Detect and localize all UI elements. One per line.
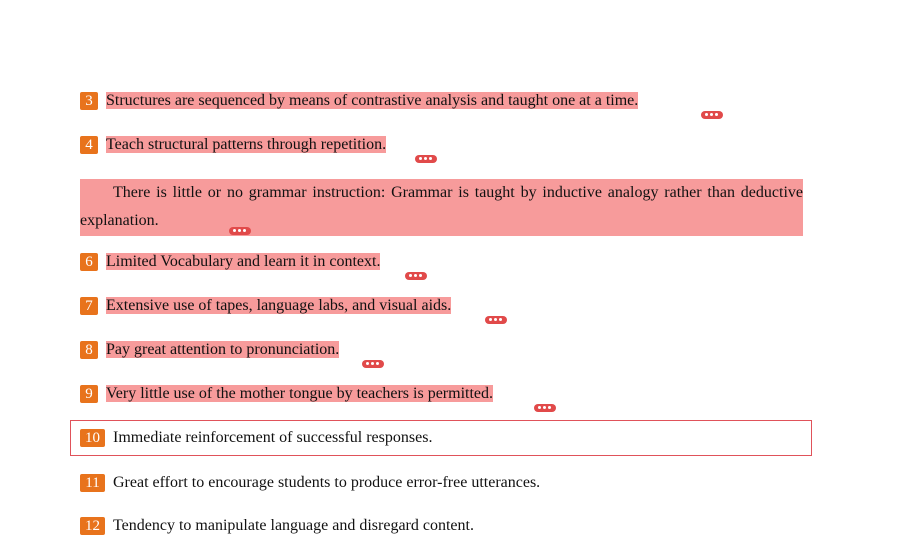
item-number-badge: 10 — [80, 429, 105, 447]
more-dots-icon[interactable] — [405, 272, 427, 280]
item-text: Extensive use of tapes, language labs, and visual aids. — [106, 297, 452, 314]
list-item[interactable] — [80, 295, 451, 317]
list-item[interactable] — [80, 339, 339, 361]
item-number-badge: 7 — [80, 297, 98, 315]
list-item[interactable] — [80, 251, 380, 273]
item-text: Great effort to encourage students to produce error-free utterances. — [113, 474, 541, 491]
more-dots-icon[interactable] — [415, 155, 437, 163]
item-number-badge: 3 — [80, 92, 98, 110]
item-number-badge: 8 — [80, 341, 98, 359]
item-number-badge: 11 — [80, 474, 105, 492]
more-dots-icon[interactable] — [701, 111, 723, 119]
item-number-badge: 6 — [80, 253, 98, 271]
list-item[interactable] — [80, 472, 540, 494]
item-number-badge: 9 — [80, 385, 98, 403]
list-item[interactable] — [80, 515, 474, 537]
more-dots-icon[interactable] — [485, 316, 507, 324]
item-text: Teach structural patterns through repetition. — [106, 136, 387, 153]
item-text: Limited Vocabulary and learn it in context. — [106, 253, 381, 270]
list-item[interactable] — [80, 134, 386, 156]
paragraph-item[interactable]: There is little or no grammar instruction: Grammar is taught by inductive analogy rather than deductive explanation. — [80, 179, 803, 236]
more-dots-icon[interactable] — [229, 227, 251, 235]
list-item[interactable] — [80, 427, 432, 449]
list-item[interactable] — [80, 90, 638, 112]
item-number-badge: 12 — [80, 517, 105, 535]
more-dots-icon[interactable] — [534, 404, 556, 412]
more-dots-icon[interactable] — [362, 360, 384, 368]
list-item[interactable] — [80, 383, 493, 405]
item-number-badge: 4 — [80, 136, 98, 154]
item-text: Immediate reinforcement of successful responses. — [113, 429, 433, 446]
item-text: Very little use of the mother tongue by teachers is permitted. — [106, 385, 493, 402]
item-text: Structures are sequenced by means of contrastive analysis and taught one at a time. — [106, 92, 639, 109]
item-text: Tendency to manipulate language and disregard content. — [113, 517, 474, 534]
item-text: Pay great attention to pronunciation. — [106, 341, 340, 358]
